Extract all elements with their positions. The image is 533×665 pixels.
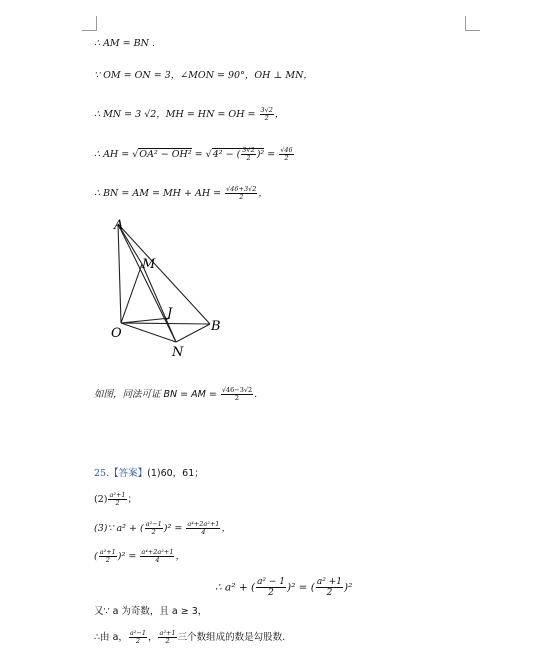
- label-b: B: [211, 319, 221, 334]
- proof-line-5: ∴ BN = AM = MH + AH = $\frac{√46+3√2}{2}$ ，: [94, 185, 268, 201]
- answer-25-part2: (2) $\frac{\text{a²+1}}{2}$ ；: [94, 491, 138, 507]
- segment-oj: [121, 318, 170, 323]
- proof-line-2: ∵ OM = ON = 3，∠MON = 90°，OH ⊥ MN，: [94, 70, 313, 81]
- geometry-figure: [108, 214, 228, 362]
- answer-25-part4: ( $\frac{\text{a²+1}}{2}$ )² = $\frac{\text{a⁴+2a²+1}}{4}$ ，: [94, 548, 185, 564]
- answer-25-part7: ∴由 a， $\frac{\text{a²−1}}{2}$ ， $\frac{\text{a²+1}}{2}$ 三个数组成的数是勾股数.: [94, 629, 286, 645]
- page-corner-mark-right: [465, 16, 480, 31]
- proof-line-4: ∴ AH = √OA² − OH² = √4² − ( $\frac{3√2}{2}$ )² = $\frac{√46}{2}$: [94, 146, 293, 162]
- segment-mn: [142, 264, 176, 342]
- label-n: N: [172, 345, 184, 360]
- label-m: M: [142, 257, 156, 272]
- segment-an: [118, 224, 176, 342]
- label-o: O: [111, 326, 122, 341]
- segment-ob: [121, 323, 210, 324]
- label-a: A: [114, 218, 124, 233]
- label-j: J: [167, 306, 173, 321]
- segment-ao: [118, 224, 121, 323]
- answer-25-part3: (3)∵ a² + ( $\frac{\text{a²−1}}{2}$ )² = $\frac{\text{a⁴+2a²+1}}{4}$ ，: [94, 520, 231, 536]
- answer-25-part6: 又∵ a 为奇数，且 a ≥ 3，: [94, 606, 208, 617]
- segment-ab: [118, 224, 210, 324]
- answer-25-part5: ∴ a² + ( $\frac{\text{a² − 1}}{2}$ )² = ( $\frac{\text{a² +1}}{2}$ )²: [215, 577, 353, 598]
- proof-line-6: 如图，同法可证 BN = AM = $\frac{√46-3√2}{2}$ .: [94, 386, 258, 402]
- segment-nb: [176, 324, 210, 342]
- proof-line-3: ∴ MN = 3 √2，MH = HN = OH = $\frac{3√2}{2}$ ，: [94, 106, 285, 122]
- proof-line-1: ∴ AM = BN .: [94, 38, 155, 49]
- page-corner-mark-left: [82, 16, 97, 31]
- segment-om: [121, 264, 142, 323]
- answer-25-header: 25.【答案】(1)60，61；: [94, 468, 204, 479]
